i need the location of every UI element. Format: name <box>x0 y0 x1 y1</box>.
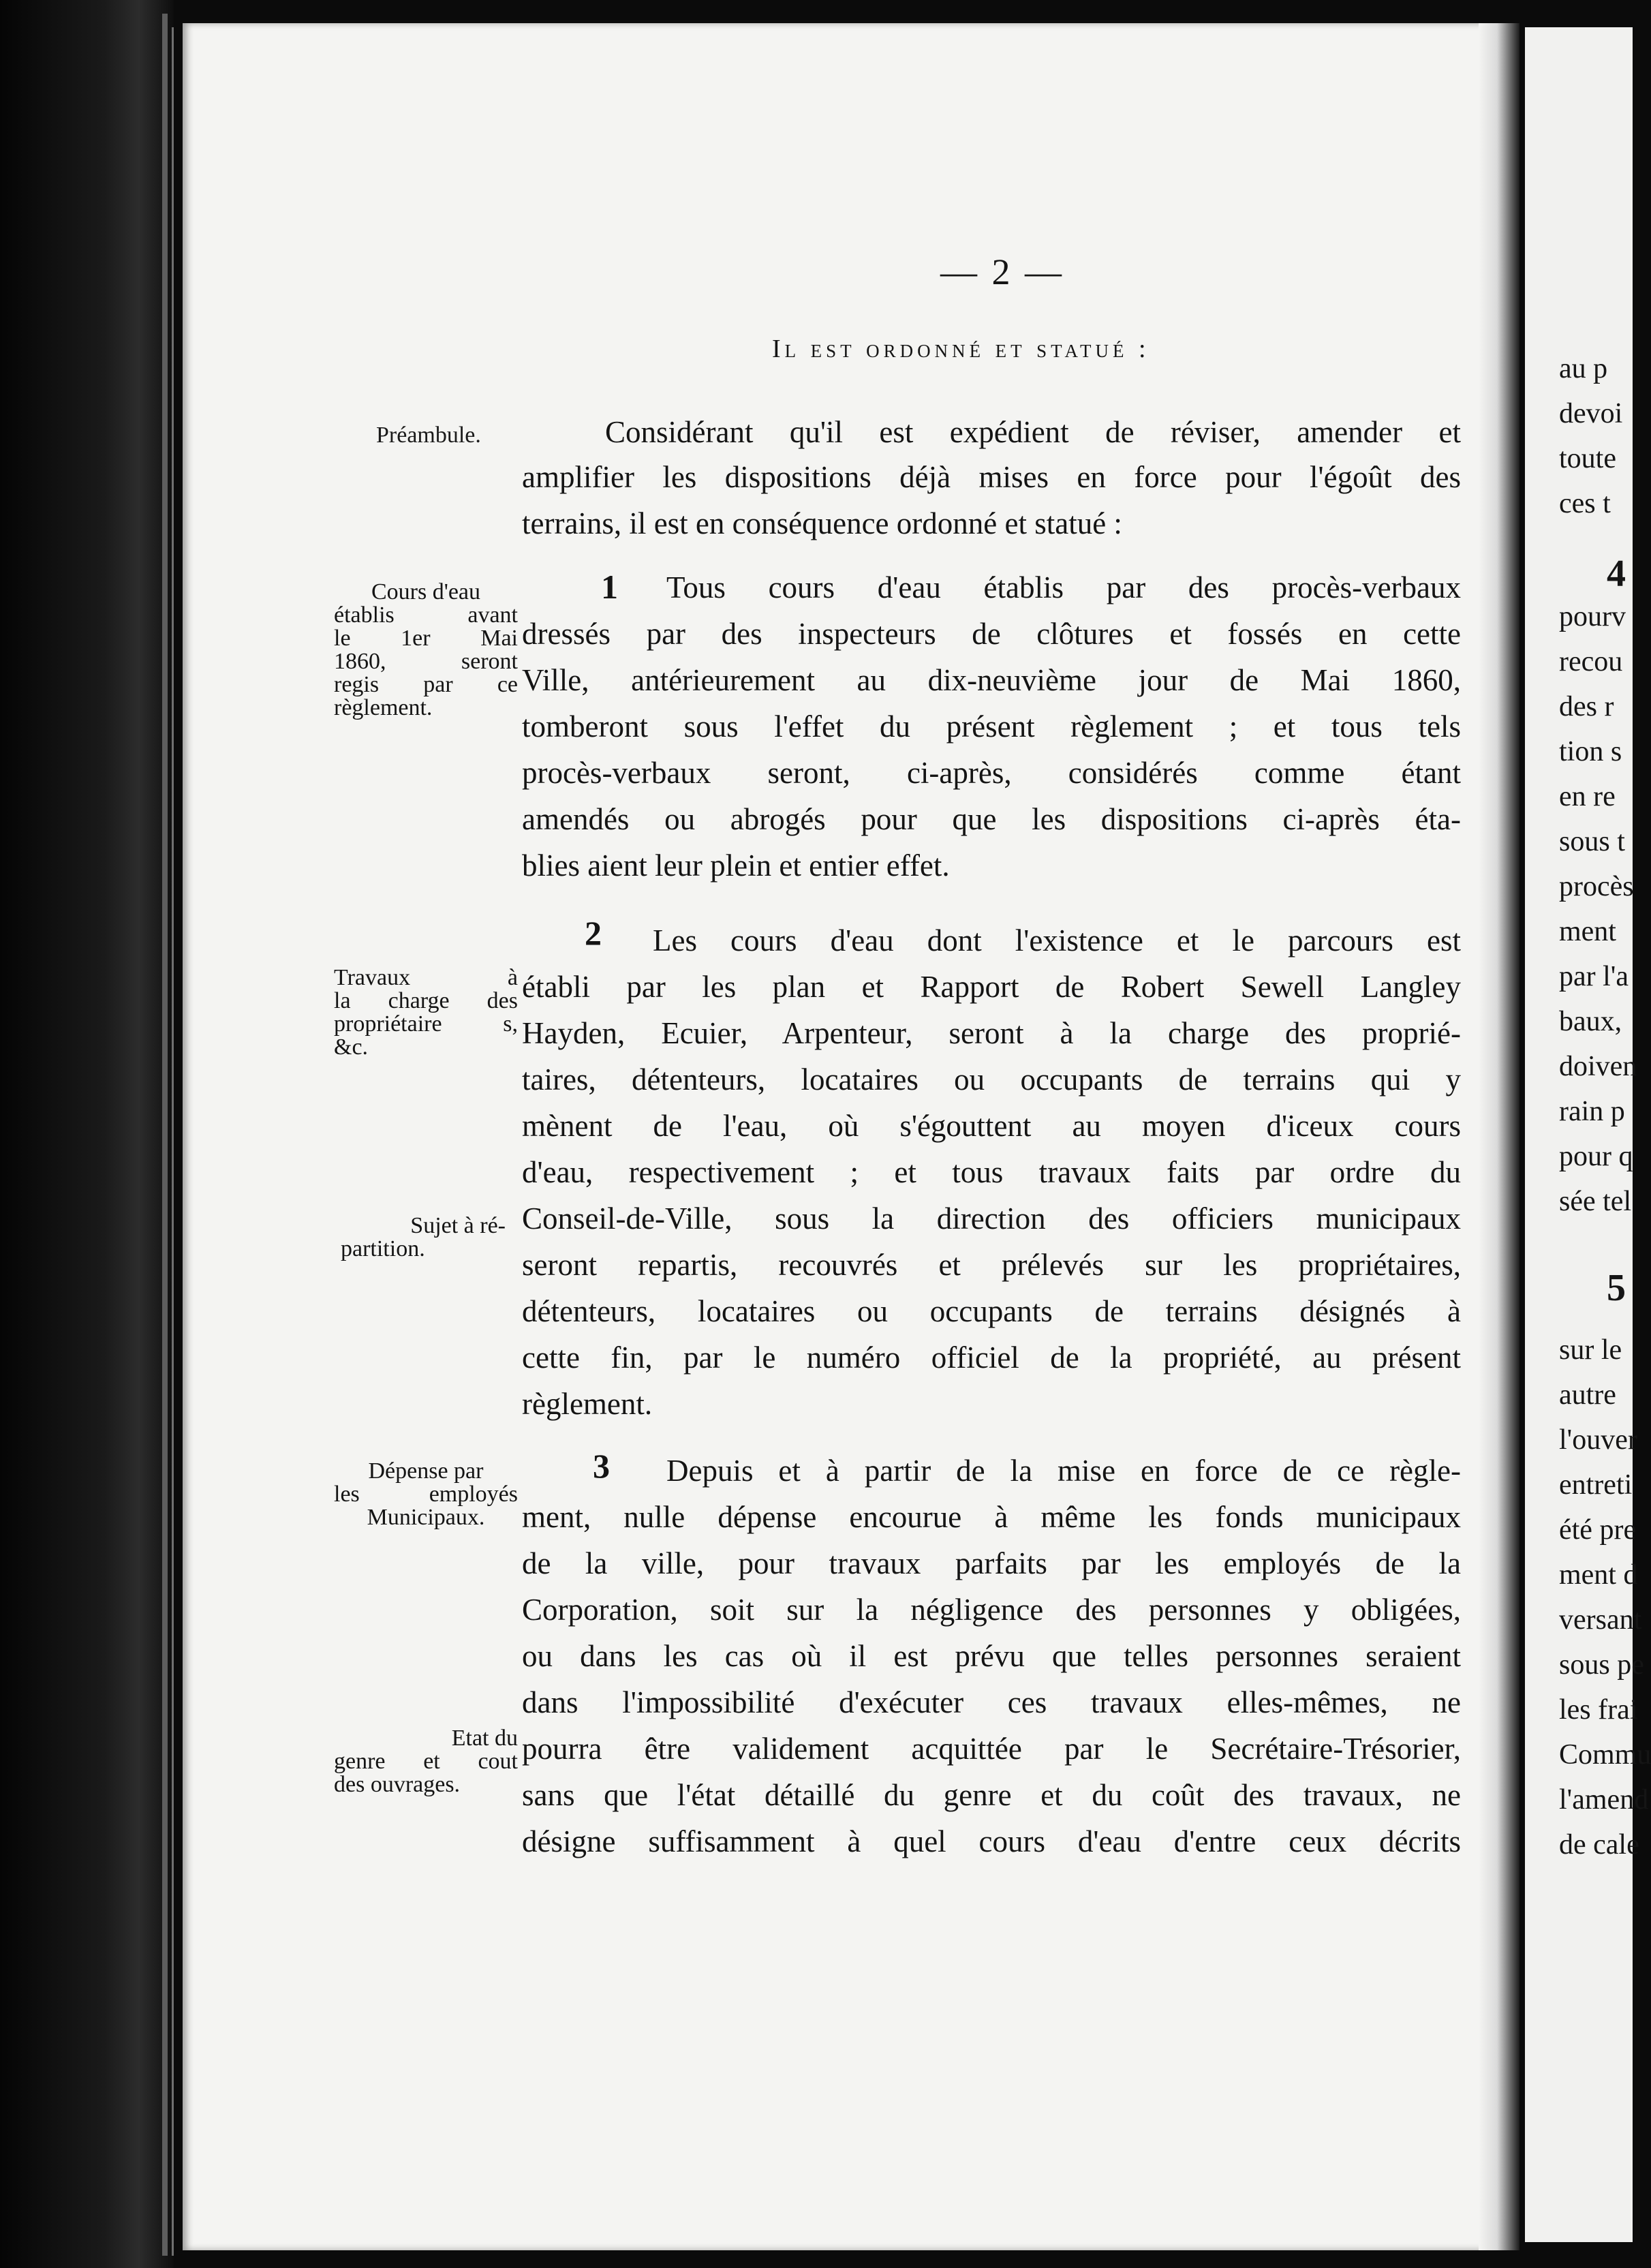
margin-line: regis par ce <box>334 672 518 697</box>
margin-line: le 1er Mai <box>334 626 518 651</box>
margin-note-article-3b <box>334 1727 518 1796</box>
facing-line: l'ouver <box>1559 1424 1637 1456</box>
article-2-line-4: taires, détenteurs, locataires ou occupants de terrains qui y <box>522 1062 1461 1097</box>
article-3-line-9: désigne suffisamment à quel cours d'eau d'entre ceux décrits <box>522 1824 1461 1858</box>
facing-line: baux, <box>1559 1006 1622 1037</box>
facing-line: doiven <box>1559 1051 1637 1082</box>
facing-line: l'amend <box>1559 1784 1649 1815</box>
margin-line: Dépense par <box>368 1458 484 1484</box>
article-3-line-8: sans que l'état détaillé du genre et du coût des travaux, ne <box>522 1778 1461 1812</box>
article-1-line-5: procès-verbaux seront, ci-après, considérés comme étant <box>522 756 1461 790</box>
margin-line: Cours d'eau <box>371 579 481 604</box>
article-2-line-11: règlement. <box>522 1387 653 1421</box>
margin-line: partition. <box>341 1236 425 1261</box>
margin-line: règlement. <box>334 695 433 720</box>
margin-line: genre et cout <box>334 1749 518 1774</box>
facing-line: au p <box>1559 353 1608 384</box>
article-3-line-3: de la ville, pour travaux parfaits par les employés de la <box>522 1546 1461 1580</box>
scan-border-left <box>0 0 174 2268</box>
article-1-line-6: amendés ou abrogés pour que les dispositions ci-après éta- <box>522 802 1461 836</box>
facing-line: devoi <box>1559 398 1623 429</box>
article-3-line-1: Depuis et à partir de la mise en force de ce règle- <box>666 1454 1461 1488</box>
margin-line: établis avant <box>334 602 518 628</box>
article-number-3: 3 <box>593 1447 610 1485</box>
facing-line: été pre <box>1559 1514 1637 1546</box>
margin-line: propriétaire s, <box>334 1011 518 1037</box>
article-3-line-4: Corporation, soit sur la négligence des personnes y obligées, <box>522 1593 1461 1627</box>
margin-line: &c. <box>334 1035 369 1060</box>
article-1-line-7: blies aient leur plein et entier effet. <box>522 848 950 883</box>
facing-line: par l'a <box>1559 961 1629 992</box>
article-2-line-5: mènent de l'eau, où s'égouttent au moyen d'iceux cours <box>522 1109 1461 1143</box>
facing-line: sur le <box>1559 1334 1622 1366</box>
facing-line: recou <box>1559 646 1623 677</box>
margin-line: des ouvrages. <box>334 1772 461 1797</box>
facing-page <box>1525 27 1651 2242</box>
article-2-line-3: Hayden, Ecuier, Arpenteur, seront à la charge des proprié- <box>522 1016 1461 1050</box>
facing-line: versant <box>1559 1604 1642 1636</box>
facing-article-number: 4 <box>1607 553 1626 595</box>
article-3-line-2: ment, nulle dépense encourue à même les fonds municipaux <box>522 1500 1461 1534</box>
article-2-line-1: Les cours d'eau dont l'existence et le parcours est <box>653 923 1461 957</box>
margin-note-preamble: Préambule. <box>376 423 481 448</box>
facing-line: sée tel <box>1559 1186 1632 1217</box>
margin-line: Etat du <box>451 1726 518 1751</box>
book-spine-highlight <box>172 27 174 2256</box>
facing-line: des r <box>1559 691 1614 722</box>
article-1-line-1: Tous cours d'eau établis par des procès-verbaux <box>666 570 1461 604</box>
book-spine-edge <box>162 14 168 2256</box>
margin-note-article-3a <box>334 1460 518 1529</box>
page-number: — 2 — <box>940 251 1064 292</box>
article-1-line-4: tomberont sous l'effet du présent règlement ; et tous tels <box>522 709 1461 744</box>
article-2-line-2: établi par les plan et Rapport de Robert Sewell Langley <box>522 970 1461 1004</box>
margin-note-article-2a <box>334 966 518 1059</box>
article-2-line-10: cette fin, par le numéro officiel de la propriété, au présent <box>522 1340 1461 1375</box>
facing-line: ment d <box>1559 1559 1638 1591</box>
margin-line: Sujet à ré- <box>410 1213 506 1238</box>
facing-line: de cale <box>1559 1829 1639 1860</box>
article-2-line-8: seront repartis, recouvrés et prélevés sur les propriétaires, <box>522 1248 1461 1282</box>
facing-line: sous pe <box>1559 1649 1644 1681</box>
facing-line: en re <box>1559 781 1616 812</box>
preamble-line-1: Considérant qu'il est expédient de réviser, amender et <box>605 415 1461 449</box>
facing-line: ces t <box>1559 488 1611 519</box>
margin-line: Travaux à <box>334 965 518 990</box>
facing-line: rain p <box>1559 1096 1625 1127</box>
enacting-heading <box>772 334 1150 364</box>
facing-line: ment <box>1559 916 1616 947</box>
facing-article-number: 5 <box>1607 1267 1626 1309</box>
margin-line: la charge des <box>334 988 518 1013</box>
facing-line: tion s <box>1559 736 1622 767</box>
facing-line: autre <box>1559 1379 1616 1411</box>
facing-line: les frai <box>1559 1694 1638 1726</box>
facing-line: sous t <box>1559 826 1625 857</box>
facing-line: pourv <box>1559 601 1626 632</box>
page-gutter-shadow <box>1479 23 1519 2250</box>
facing-line: Commu <box>1559 1739 1651 1771</box>
facing-line: procès <box>1559 871 1634 902</box>
enacting-heading-text: Il est ordonné et statué : <box>772 335 1150 363</box>
article-3-line-7: pourra être validement acquittée par le Secrétaire-Trésorier, <box>522 1732 1461 1766</box>
margin-note-article-2b <box>334 1214 518 1261</box>
facing-line: entreti <box>1559 1469 1633 1501</box>
article-3-line-6: dans l'impossibilité d'exécuter ces travaux elles-mêmes, ne <box>522 1685 1461 1719</box>
article-2-line-7: Conseil-de-Ville, sous la direction des officiers municipaux <box>522 1201 1461 1236</box>
margin-line: les employés <box>334 1482 518 1507</box>
margin-line: Municipaux. <box>367 1505 485 1530</box>
article-3-line-5: ou dans les cas où il est prévu que telles personnes seraient <box>522 1639 1461 1673</box>
margin-note-article-1 <box>334 581 518 720</box>
article-number-1: 1 <box>601 568 618 606</box>
preamble-line-3: terrains, il est en conséquence ordonné et statué : <box>522 506 1122 540</box>
facing-line: pour q <box>1559 1141 1633 1172</box>
article-number-2: 2 <box>585 914 602 952</box>
article-1-line-3: Ville, antérieurement au dix-neuvième jour de Mai 1860, <box>522 663 1461 697</box>
article-2-line-9: détenteurs, locataires ou occupants de terrains désignés à <box>522 1294 1461 1328</box>
margin-line: 1860, seront <box>334 649 518 674</box>
preamble-line-2: amplifier les dispositions déjà mises en force pour l'égoût des <box>522 460 1461 494</box>
article-2-line-6: d'eau, respectivement ; et tous travaux faits par ordre du <box>522 1155 1461 1189</box>
facing-line: toute <box>1559 443 1616 474</box>
article-1-line-2: dressés par des inspecteurs de clôtures et fossés en cette <box>522 617 1461 651</box>
